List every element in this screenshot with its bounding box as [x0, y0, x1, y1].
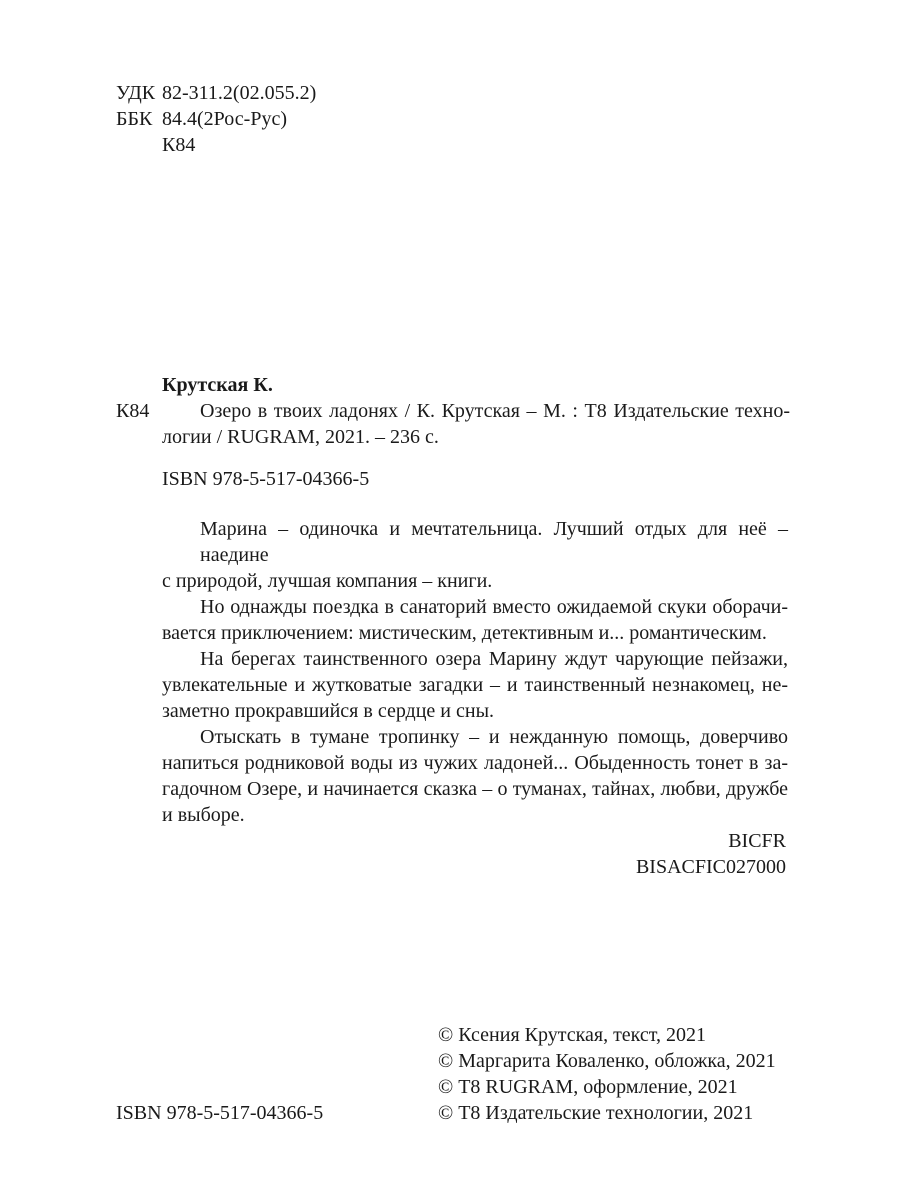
bbk-label: ББК	[116, 108, 153, 130]
annotation-line: и выборе.	[162, 804, 245, 826]
bib-line: Озеро в твоих ладонях / К. Крутская – М. : Т8 Издательские техно-	[200, 400, 790, 422]
copyright-block	[438, 1022, 776, 1126]
bic-code: BICFR	[728, 830, 786, 852]
annotation-paragraph	[162, 724, 788, 828]
isbn-main: ISBN 978-5-517-04366-5	[162, 468, 370, 490]
bbk-value: 84.4(2Рос-Рус)	[162, 108, 287, 130]
bisac-code: BISACFIC027000	[635, 856, 786, 878]
annotation-paragraph	[162, 646, 788, 724]
annotation-line: с природой, лучшая компания – книги.	[162, 570, 493, 592]
copyright-line: © Ксения Крутская, текст, 2021	[438, 1024, 707, 1046]
annotation-line: вается приключением: мистическим, детективным и... романтическим.	[162, 622, 767, 644]
annotation-line: напиться родниковой воды из чужих ладоней... Обыденность тонет в за-	[162, 752, 788, 774]
udk-value: 82-311.2(02.055.2)	[162, 82, 317, 104]
annotation-line: Но однажды поездка в санаторий вместо ожидаемой скуки оборачи-	[200, 596, 788, 618]
udk-label: УДК	[116, 82, 156, 104]
annotation-line: заметно прокравшийся в сердце и сны.	[162, 700, 495, 722]
isbn-bottom: ISBN 978-5-517-04366-5	[116, 1102, 324, 1124]
bib-code: К84	[116, 400, 150, 422]
copyright-line: © Т8 RUGRAM, оформление, 2021	[438, 1076, 738, 1098]
annotation-line: На берегах таинственного озера Марину ждут чарующие пейзажи,	[200, 648, 788, 670]
annotation-paragraph	[162, 516, 788, 594]
bib-line: логии / RUGRAM, 2021. – 236 с.	[162, 426, 439, 448]
copyright-line: © Т8 Издательские технологии, 2021	[438, 1102, 754, 1124]
annotation-line: Отыскать в тумане тропинку – и нежданную помощь, доверчиво	[200, 726, 788, 748]
annotation-line: Марина – одиночка и мечтательница. Лучший отдых для неё – наедине	[200, 518, 788, 566]
annotation-line: увлекательные и жутковатые загадки – и таинственный незнакомец, не-	[162, 674, 788, 696]
annotation-line: гадочном Озере, и начинается сказка – о туманах, тайнах, любви, дружбе	[162, 778, 788, 800]
copyright-line: © Маргарита Коваленко, обложка, 2021	[438, 1050, 776, 1072]
annotation	[162, 516, 788, 828]
bib-description	[162, 398, 790, 450]
bic-codes	[636, 828, 786, 880]
bib-author: Крутская К.	[162, 374, 273, 396]
author-mark: К84	[162, 134, 196, 156]
annotation-paragraph	[162, 594, 788, 646]
